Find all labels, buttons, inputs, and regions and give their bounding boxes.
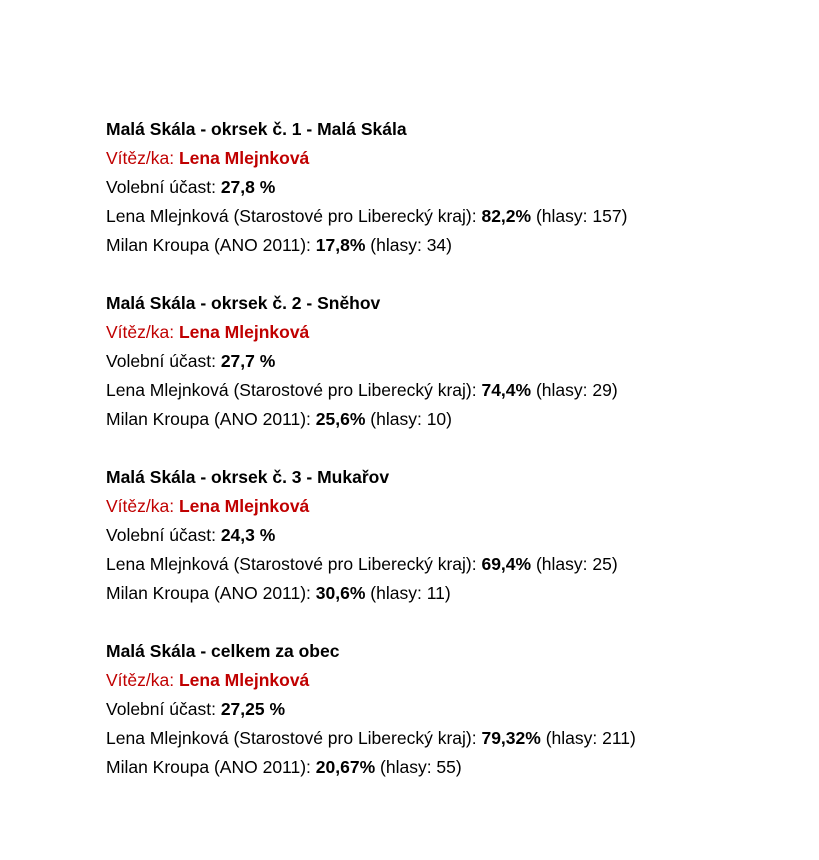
turnout-label: Volební účast: bbox=[106, 351, 216, 371]
precinct-result-block bbox=[106, 463, 796, 608]
candidate-votes: (hlasy: 34) bbox=[370, 235, 452, 255]
turnout-line bbox=[106, 695, 796, 724]
candidate-result bbox=[106, 405, 796, 434]
turnout-line bbox=[106, 521, 796, 550]
section-title: Malá Skála - celkem za obec bbox=[106, 641, 340, 661]
candidate-name: Milan Kroupa (ANO 2011): bbox=[106, 583, 311, 603]
turnout-line bbox=[106, 347, 796, 376]
section-title: Malá Skála - okrsek č. 1 - Malá Skála bbox=[106, 119, 407, 139]
candidate-votes: (hlasy: 25) bbox=[535, 554, 618, 574]
candidate-percent: 69,4% bbox=[481, 554, 532, 574]
candidate-votes: (hlasy: 29) bbox=[535, 380, 618, 400]
turnout-value: 27,25 % bbox=[220, 699, 286, 719]
candidate-name: Milan Kroupa (ANO 2011): bbox=[106, 235, 311, 255]
winner-line bbox=[106, 666, 796, 695]
section-title: Malá Skála - okrsek č. 2 - Sněhov bbox=[106, 293, 381, 313]
document-page bbox=[106, 115, 796, 811]
precinct-result-block bbox=[106, 115, 796, 260]
turnout-label: Volební účast: bbox=[106, 177, 216, 197]
turnout-line bbox=[106, 173, 796, 202]
candidate-name: Lena Mlejnková (Starostové pro Liberecký kraj): bbox=[106, 380, 477, 400]
candidate-votes: (hlasy: 157) bbox=[535, 206, 628, 226]
candidate-result bbox=[106, 579, 796, 608]
winner-name: Lena Mlejnková bbox=[178, 148, 310, 168]
candidate-result bbox=[106, 202, 796, 231]
winner-label: Vítěz/ka: bbox=[106, 322, 175, 342]
turnout-value: 24,3 % bbox=[220, 525, 276, 545]
winner-label: Vítěz/ka: bbox=[106, 496, 175, 516]
candidate-percent: 74,4% bbox=[481, 380, 532, 400]
candidate-name: Milan Kroupa (ANO 2011): bbox=[106, 409, 311, 429]
winner-line bbox=[106, 144, 796, 173]
winner-name: Lena Mlejnková bbox=[178, 322, 310, 342]
candidate-result bbox=[106, 753, 796, 782]
winner-label: Vítěz/ka: bbox=[106, 148, 175, 168]
candidate-result bbox=[106, 231, 796, 260]
candidate-result bbox=[106, 550, 796, 579]
winner-name: Lena Mlejnková bbox=[178, 670, 310, 690]
candidate-name: Milan Kroupa (ANO 2011): bbox=[106, 757, 311, 777]
candidate-result bbox=[106, 376, 796, 405]
candidate-votes: (hlasy: 211) bbox=[545, 728, 636, 748]
candidate-votes: (hlasy: 10) bbox=[370, 409, 452, 429]
candidate-name: Lena Mlejnková (Starostové pro Liberecký kraj): bbox=[106, 728, 477, 748]
candidate-percent: 82,2% bbox=[481, 206, 532, 226]
candidate-result bbox=[106, 724, 796, 753]
candidate-percent: 79,32% bbox=[481, 728, 541, 748]
candidate-percent: 25,6% bbox=[315, 409, 366, 429]
winner-line bbox=[106, 492, 796, 521]
municipality-total-block bbox=[106, 637, 796, 782]
turnout-label: Volební účast: bbox=[106, 525, 216, 545]
candidate-name: Lena Mlejnková (Starostové pro Liberecký kraj): bbox=[106, 554, 477, 574]
winner-name: Lena Mlejnková bbox=[178, 496, 310, 516]
candidate-percent: 17,8% bbox=[315, 235, 366, 255]
candidate-name: Lena Mlejnková (Starostové pro Liberecký kraj): bbox=[106, 206, 477, 226]
precinct-result-block bbox=[106, 289, 796, 434]
turnout-value: 27,8 % bbox=[220, 177, 276, 197]
candidate-votes: (hlasy: 11) bbox=[370, 583, 451, 603]
candidate-votes: (hlasy: 55) bbox=[380, 757, 462, 777]
turnout-value: 27,7 % bbox=[220, 351, 276, 371]
candidate-percent: 30,6% bbox=[315, 583, 366, 603]
candidate-percent: 20,67% bbox=[315, 757, 376, 777]
section-title: Malá Skála - okrsek č. 3 - Mukařov bbox=[106, 467, 390, 487]
turnout-label: Volební účast: bbox=[106, 699, 216, 719]
winner-label: Vítěz/ka: bbox=[106, 670, 175, 690]
winner-line bbox=[106, 318, 796, 347]
